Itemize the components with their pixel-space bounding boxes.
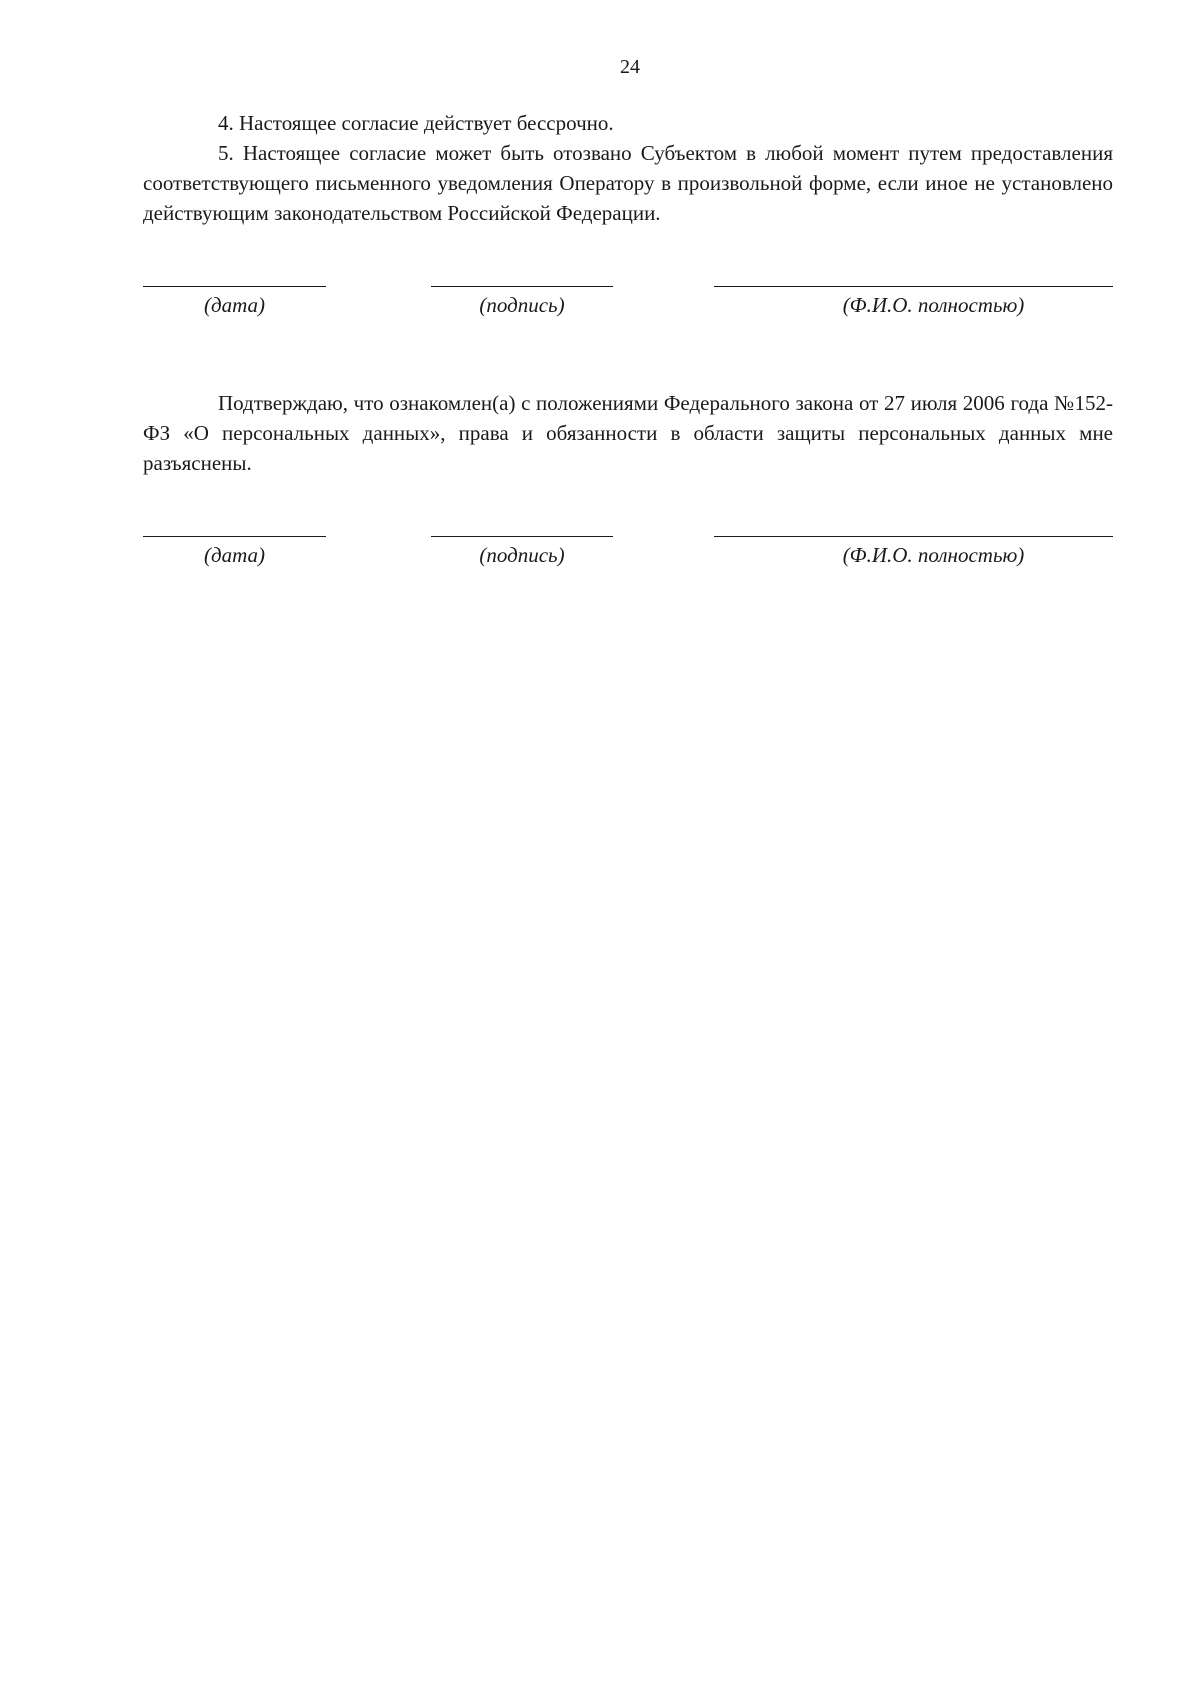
signature-line-1 [431, 286, 613, 287]
date-line-1 [143, 286, 326, 287]
document-body [143, 108, 1113, 596]
clause-5: 5. Настоящее согласие может быть отозвано Субъектом в любой момент путем предоставления соответствующего письменного уведомления Оператору в произвольной форме, если иное не установлено действующим законодательством Российской Федерации. [143, 141, 1113, 225]
signature-line-2 [431, 536, 613, 537]
full-name-field-2 [714, 536, 1113, 567]
page-number: 24 [620, 56, 640, 78]
signature-row-1 [143, 286, 1113, 346]
signature-caption-1: (подпись) [479, 293, 565, 317]
signature-row-2 [143, 536, 1113, 596]
full-name-field-1 [714, 286, 1113, 317]
signature-field-2 [431, 536, 613, 567]
date-field-2 [143, 536, 326, 567]
date-field-1 [143, 286, 326, 317]
date-caption-2: (дата) [203, 543, 266, 567]
date-caption-1: (дата) [203, 293, 266, 317]
signature-field-1 [431, 286, 613, 317]
clause-4: 4. Настоящее согласие действует бессрочно. [218, 111, 614, 135]
confirmation-paragraph: Подтверждаю, что ознакомлен(а) с положениями Федерального закона от 27 июля 2006 года №152-ФЗ «О персональных данных», права и обязанности в области защиты персональных данных мне разъяснены. [143, 391, 1113, 475]
signature-caption-2: (подпись) [479, 543, 565, 567]
date-line-2 [143, 536, 326, 537]
full-name-caption-1: (Ф.И.О. полностью) [842, 293, 1025, 317]
full-name-caption-2: (Ф.И.О. полностью) [842, 543, 1025, 567]
full-name-line-2 [714, 536, 1113, 537]
full-name-line-1 [714, 286, 1113, 287]
